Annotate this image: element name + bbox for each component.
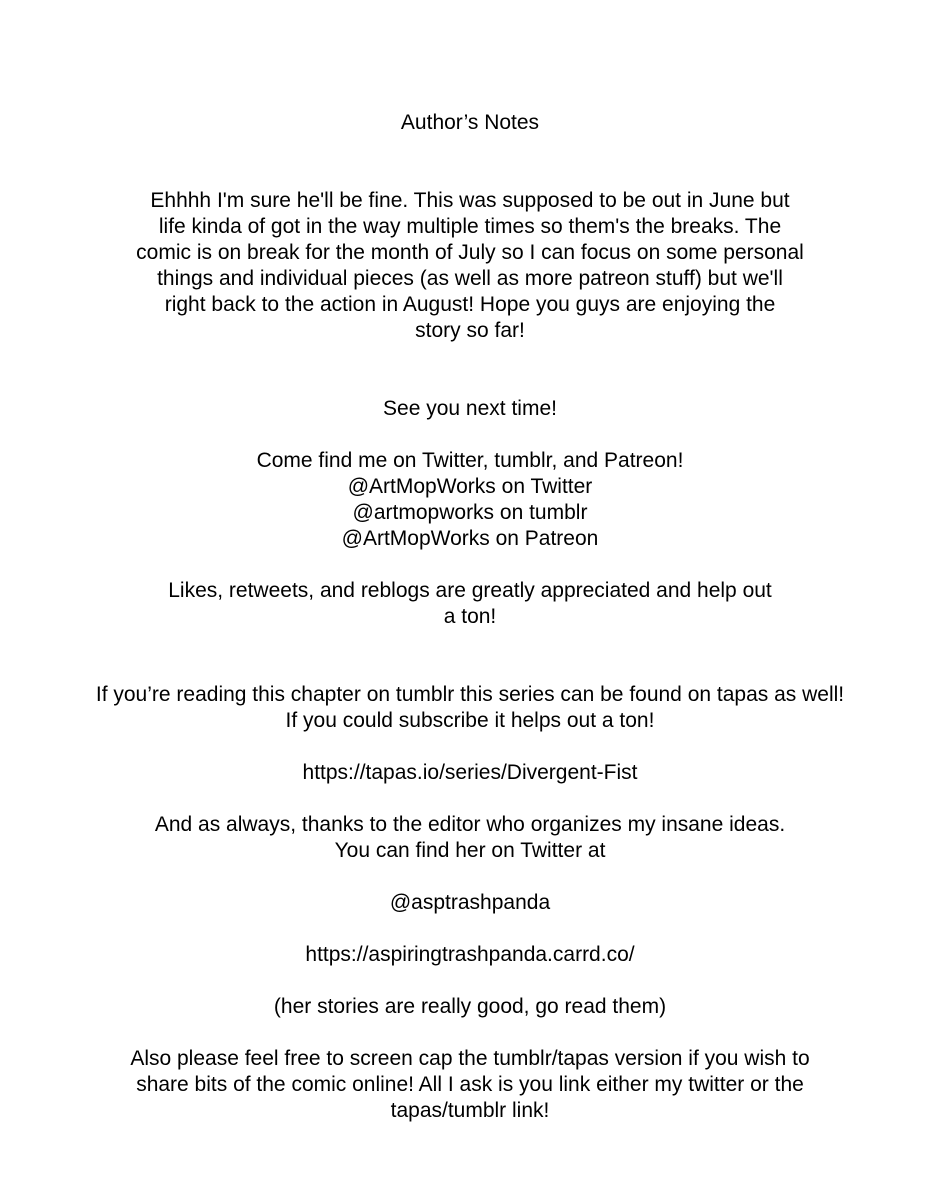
- screencap-note-line: tapas/tumblr link!: [390, 1099, 550, 1122]
- intro-line: Ehhhh I'm sure he'll be fine. This was supposed to be out in June but: [150, 189, 790, 212]
- sign-off-text: See you next time!: [383, 397, 557, 420]
- page-title: [0, 110, 940, 136]
- intro-line: story so far!: [415, 319, 525, 342]
- tapas-note: [0, 682, 940, 734]
- screencap-note-line: Also please feel free to screen cap the tumblr/tapas version if you wish to: [130, 1047, 810, 1070]
- screencap-note: [0, 1046, 940, 1124]
- intro-paragraph: [0, 188, 940, 344]
- editor-thanks-line: You can find her on Twitter at: [334, 839, 606, 862]
- editor-carrd-url: [0, 942, 940, 968]
- editor-twitter-handle-text: @asptrashpanda: [389, 891, 551, 914]
- editor-thanks: [0, 812, 940, 864]
- socials-block: [0, 448, 940, 552]
- tapas-series-url: [0, 760, 940, 786]
- editor-thanks-line: And as always, thanks to the editor who organizes my insane ideas.: [154, 813, 786, 836]
- intro-line: life kinda of got in the way multiple times so them's the breaks. The: [158, 215, 782, 238]
- intro-line: things and individual pieces (as well as more patreon stuff) but we'll: [157, 267, 783, 290]
- socials-heading: Come find me on Twitter, tumblr, and Patreon!: [256, 449, 684, 472]
- tapas-series-url-text: https://tapas.io/series/Divergent-Fist: [302, 761, 638, 784]
- patreon-handle: @ArtMopWorks on Patreon: [341, 527, 599, 550]
- sign-off: [0, 396, 940, 422]
- screencap-note-line: share bits of the comic online! All I ask is you link either my twitter or the: [136, 1073, 804, 1096]
- tapas-note-line: If you could subscribe it helps out a ton!: [285, 709, 655, 732]
- editor-stories-note: [0, 994, 940, 1020]
- editor-carrd-url-text: https://aspiringtrashpanda.carrd.co/: [305, 943, 635, 966]
- likes-note-line: Likes, retweets, and reblogs are greatly appreciated and help out: [168, 579, 772, 602]
- twitter-handle: @ArtMopWorks on Twitter: [347, 475, 593, 498]
- intro-line: right back to the action in August! Hope you guys are enjoying the: [164, 293, 776, 316]
- likes-note-line: a ton!: [443, 605, 497, 628]
- editor-stories-note-text: (her stories are really good, go read them): [273, 995, 667, 1018]
- tumblr-handle: @artmopworks on tumblr: [352, 501, 588, 524]
- tapas-note-line: If you’re reading this chapter on tumblr this series can be found on tapas as well!: [95, 683, 845, 706]
- editor-twitter-handle: [0, 890, 940, 916]
- likes-note: [0, 578, 940, 630]
- page-title-text: Author’s Notes: [400, 111, 540, 134]
- intro-line: comic is on break for the month of July so I can focus on some personal: [136, 241, 804, 264]
